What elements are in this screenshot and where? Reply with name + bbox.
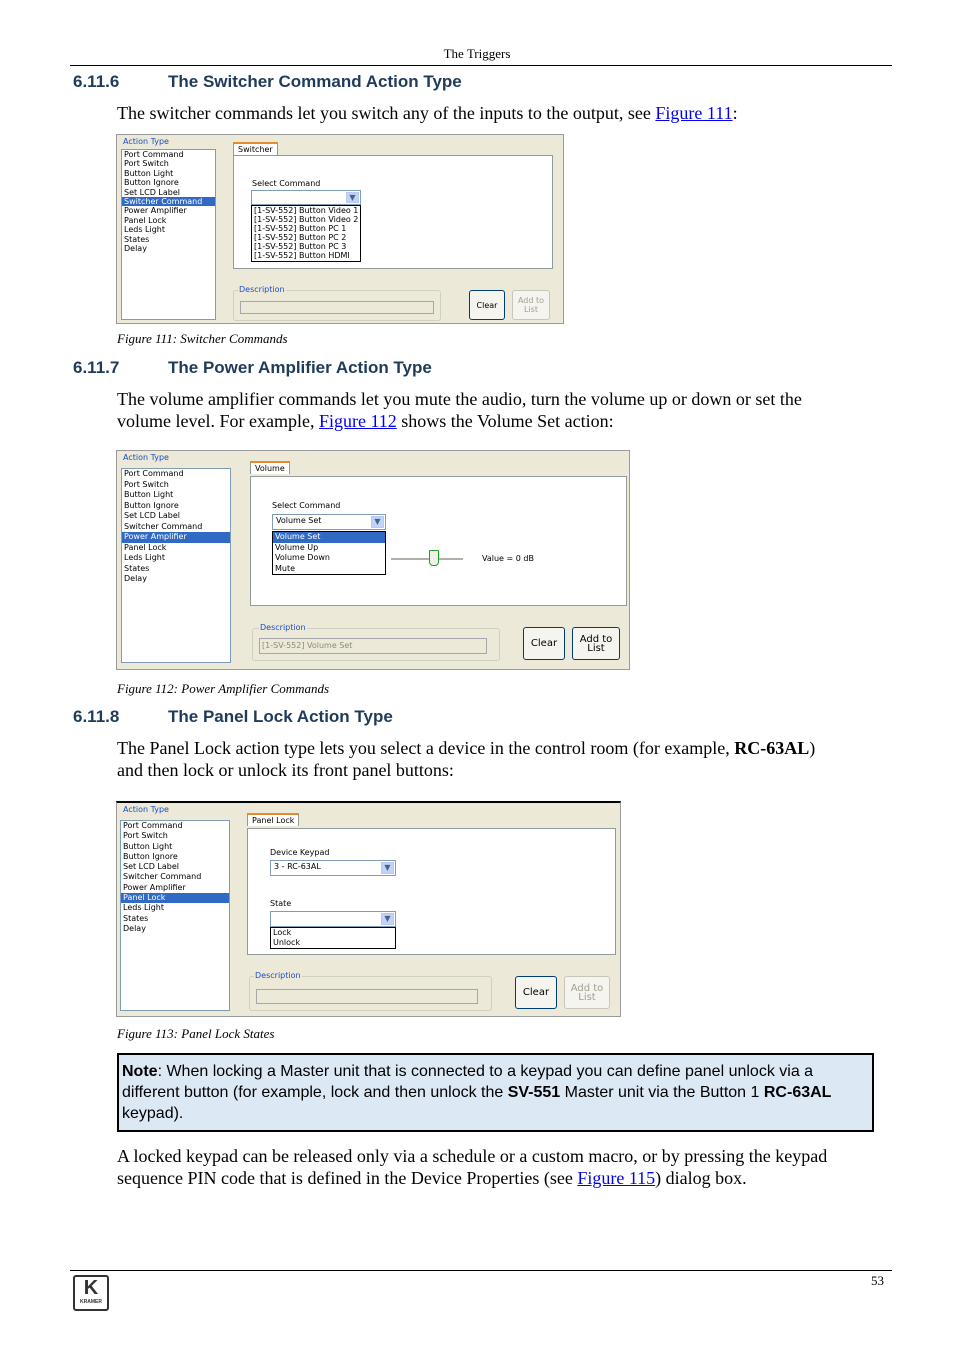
chevron-down-icon[interactable]: ▼ xyxy=(346,192,359,203)
action-type-item[interactable]: Button Ignore xyxy=(123,851,178,861)
kramer-logo xyxy=(73,1275,109,1311)
clear-button[interactable] xyxy=(469,290,505,320)
action-type-label: Action Type xyxy=(123,453,169,462)
add-to-list-label: Add to xyxy=(570,982,604,994)
header-rule xyxy=(70,65,892,66)
figure-111-caption: Figure 111: Switcher Commands xyxy=(117,331,288,346)
section-heading-6-11-6 xyxy=(73,72,462,92)
state-options-list[interactable] xyxy=(270,927,396,949)
action-type-item[interactable]: Button Ignore xyxy=(124,178,179,188)
action-type-item[interactable]: Leds Light xyxy=(124,225,165,235)
paragraph-text: volume level. For example, xyxy=(117,411,319,431)
note-box xyxy=(117,1053,874,1132)
add-to-list-button[interactable] xyxy=(564,976,610,1009)
combo-value: 3 - RC-63AL xyxy=(274,862,321,871)
volume-value-text: Value = 0 dB xyxy=(482,554,534,563)
figure-115-link[interactable]: Figure 115 xyxy=(577,1168,656,1188)
action-type-item[interactable]: Button Light xyxy=(124,490,174,499)
chevron-down-icon[interactable]: ▼ xyxy=(371,516,384,528)
note-text: Master unit via the Button 1 xyxy=(560,1084,764,1101)
dropdown-option[interactable]: [1-SV-552] Button PC 1 xyxy=(254,224,347,234)
note-text: : When locking a Master unit that is connected to a keypad you can define panel unlock via a different button (for example, lock and then unlock the xyxy=(122,1063,814,1101)
add-to-list-label: List xyxy=(587,642,605,654)
action-type-item[interactable]: States xyxy=(124,563,150,573)
volume-slider-thumb[interactable] xyxy=(429,550,439,566)
dropdown-option[interactable]: Mute xyxy=(275,563,296,573)
paragraph-closing xyxy=(117,1145,887,1189)
action-type-item[interactable]: Button Light xyxy=(124,168,174,178)
action-type-item[interactable]: Button Light xyxy=(123,841,173,851)
tab-volume[interactable]: Volume xyxy=(250,461,290,474)
add-to-list-label: List xyxy=(524,305,538,314)
action-type-item[interactable]: Port Command xyxy=(124,150,184,159)
description-label: Description xyxy=(255,971,301,980)
description-field[interactable] xyxy=(256,989,478,1004)
section-number: 6.11.6 xyxy=(73,72,120,91)
section-title: The Switcher Command Action Type xyxy=(168,72,462,91)
select-command-combo[interactable] xyxy=(272,514,386,530)
select-command-label: Select Command xyxy=(252,179,321,188)
dropdown-option[interactable]: [1-SV-552] Button Video 1 xyxy=(254,206,359,215)
figure-111-screenshot xyxy=(116,134,564,324)
description-group xyxy=(233,285,441,321)
clear-button-label: Clear xyxy=(476,300,498,310)
paragraph-panel-lock xyxy=(117,737,887,781)
state-label: State xyxy=(270,899,292,908)
paragraph-text: : xyxy=(732,103,738,123)
action-type-item[interactable]: Button Ignore xyxy=(124,500,179,510)
action-type-item[interactable]: Switcher Command xyxy=(122,197,215,206)
paragraph-text: and then lock or unlock its front panel buttons: xyxy=(117,760,454,780)
running-header: The Triggers xyxy=(443,46,511,61)
logo-letter: K xyxy=(83,1277,99,1299)
section-heading-6-11-7 xyxy=(73,358,432,378)
action-type-item[interactable]: States xyxy=(123,913,149,923)
action-type-item[interactable]: Delay xyxy=(124,574,147,583)
paragraph-text: The Panel Lock action type lets you select a device in the control room (for example, xyxy=(117,738,735,758)
footer-rule xyxy=(70,1270,892,1271)
action-type-item[interactable]: Leds Light xyxy=(124,553,165,562)
dropdown-option[interactable]: [1-SV-552] Button Video 2 xyxy=(254,215,359,225)
clear-button[interactable] xyxy=(523,627,565,660)
figure-112-link[interactable]: Figure 112 xyxy=(318,411,397,431)
figure-112-caption: Figure 112: Power Amplifier Commands xyxy=(117,681,330,696)
section-title: The Power Amplifier Action Type xyxy=(168,358,432,377)
action-type-item[interactable]: Switcher Command xyxy=(124,521,203,531)
add-to-list-label: List xyxy=(578,991,596,1003)
description-group xyxy=(252,623,500,661)
description-label: Description xyxy=(260,623,306,632)
clear-button-label: Clear xyxy=(530,638,558,649)
action-type-item[interactable]: Panel Lock xyxy=(121,893,229,903)
action-type-item[interactable]: Set LCD Label xyxy=(124,511,181,520)
tab-panel-lock[interactable]: Panel Lock xyxy=(247,813,299,826)
action-type-item[interactable]: Panel Lock xyxy=(124,215,167,225)
clear-button-label: Clear xyxy=(522,987,550,998)
action-type-item[interactable]: Panel Lock xyxy=(124,542,167,552)
volume-slider-track[interactable] xyxy=(391,558,463,560)
paragraph-text: The volume amplifier commands let you mute the audio, turn the volume up or down or set the xyxy=(117,389,802,409)
state-combo[interactable] xyxy=(270,911,396,927)
action-type-item[interactable]: Switcher Command xyxy=(123,872,202,882)
section-number: 6.11.8 xyxy=(73,707,120,726)
action-type-label: Action Type xyxy=(123,137,169,146)
select-command-combo[interactable] xyxy=(251,190,361,205)
action-type-list[interactable] xyxy=(121,468,231,663)
volume-tab-panel xyxy=(250,476,627,606)
note-text: keypad). xyxy=(122,1105,184,1122)
dropdown-option[interactable]: Lock xyxy=(273,928,292,937)
dropdown-option[interactable]: Volume Down xyxy=(275,553,330,562)
logo-text: KRAMER xyxy=(80,1299,102,1305)
note-label: Note xyxy=(122,1063,158,1080)
combo-value: Volume Set xyxy=(276,516,322,525)
figure-113-screenshot xyxy=(116,801,621,1017)
action-type-item[interactable]: Power Amplifier xyxy=(124,206,187,216)
action-type-item[interactable]: Port Switch xyxy=(123,831,168,841)
dropdown-option[interactable]: [1-SV-552] Button HDMI xyxy=(254,251,350,261)
paragraph-bold: RC-63AL xyxy=(734,738,810,758)
section-number: 6.11.7 xyxy=(73,358,120,377)
chevron-down-icon[interactable]: ▼ xyxy=(381,913,394,925)
chevron-down-icon[interactable]: ▼ xyxy=(381,862,394,874)
dropdown-option[interactable]: [1-SV-552] Button PC 3 xyxy=(254,242,347,252)
section-title: The Panel Lock Action Type xyxy=(168,707,393,726)
action-type-item[interactable]: Delay xyxy=(124,243,147,253)
figure-111-link[interactable]: Figure 111 xyxy=(655,103,733,123)
description-field[interactable]: [1-SV-552] Volume Set xyxy=(259,638,487,654)
paragraph-text: ) xyxy=(809,738,816,758)
clear-button[interactable] xyxy=(515,976,557,1009)
paragraph-text: The switcher commands let you switch any of the inputs to the output, see xyxy=(117,103,656,123)
figure-112-screenshot xyxy=(116,450,630,670)
action-type-item[interactable]: Power Amplifier xyxy=(123,882,186,892)
action-type-item[interactable]: Power Amplifier xyxy=(122,532,230,543)
device-keypad-label: Device Keypad xyxy=(270,848,330,857)
tab-switcher[interactable]: Switcher xyxy=(233,142,278,155)
device-keypad-combo[interactable] xyxy=(270,860,396,876)
description-field[interactable] xyxy=(240,301,434,314)
panel-lock-tab-panel xyxy=(247,828,616,955)
action-type-label: Action Type xyxy=(123,805,169,814)
action-type-item[interactable]: Port Command xyxy=(124,469,184,478)
figure-113-caption: Figure 113: Panel Lock States xyxy=(117,1026,275,1041)
action-type-list[interactable] xyxy=(121,149,216,320)
add-to-list-button[interactable] xyxy=(572,627,620,660)
add-to-list-button[interactable] xyxy=(512,290,550,320)
section-heading-6-11-8 xyxy=(73,707,393,727)
note-bold: RC-63AL xyxy=(763,1084,832,1101)
page-number: 53 xyxy=(871,1273,884,1288)
action-type-item[interactable]: Port Command xyxy=(123,821,183,830)
action-type-item[interactable]: Port Switch xyxy=(124,159,169,169)
select-command-label: Select Command xyxy=(272,501,341,510)
add-to-list-label: Add to xyxy=(517,296,545,305)
action-type-item[interactable]: Port Switch xyxy=(124,479,169,489)
paragraph-power-amplifier xyxy=(117,388,887,432)
dropdown-option[interactable]: Unlock xyxy=(273,938,301,947)
dropdown-option[interactable]: [1-SV-552] Button PC 2 xyxy=(254,233,347,243)
action-type-list[interactable] xyxy=(120,820,230,1011)
command-options-list[interactable] xyxy=(272,531,386,575)
description-group xyxy=(249,971,492,1011)
add-to-list-label: Add to xyxy=(579,633,613,645)
action-type-item[interactable]: States xyxy=(124,234,150,244)
paragraph-switcher xyxy=(117,102,887,124)
dropdown-option[interactable]: Volume Up xyxy=(275,542,319,552)
paragraph-text: A locked keypad can be released only via a schedule or a custom macro, or by pressing the keypad xyxy=(117,1146,828,1166)
note-bold: SV-551 xyxy=(507,1084,561,1101)
action-type-item[interactable]: Delay xyxy=(123,923,146,933)
dropdown-option[interactable]: Volume Set xyxy=(273,532,385,543)
description-label: Description xyxy=(239,285,285,294)
command-options-list[interactable] xyxy=(251,205,361,262)
action-type-item[interactable]: Set LCD Label xyxy=(123,862,180,872)
action-type-item[interactable]: Set LCD Label xyxy=(124,187,181,197)
paragraph-text: shows the Volume Set action: xyxy=(396,411,614,431)
paragraph-text: sequence PIN code that is defined in the Device Properties (see xyxy=(117,1168,578,1188)
paragraph-text: ) dialog box. xyxy=(655,1168,747,1188)
switcher-tab-panel xyxy=(233,155,553,269)
action-type-item[interactable]: Leds Light xyxy=(123,903,164,913)
